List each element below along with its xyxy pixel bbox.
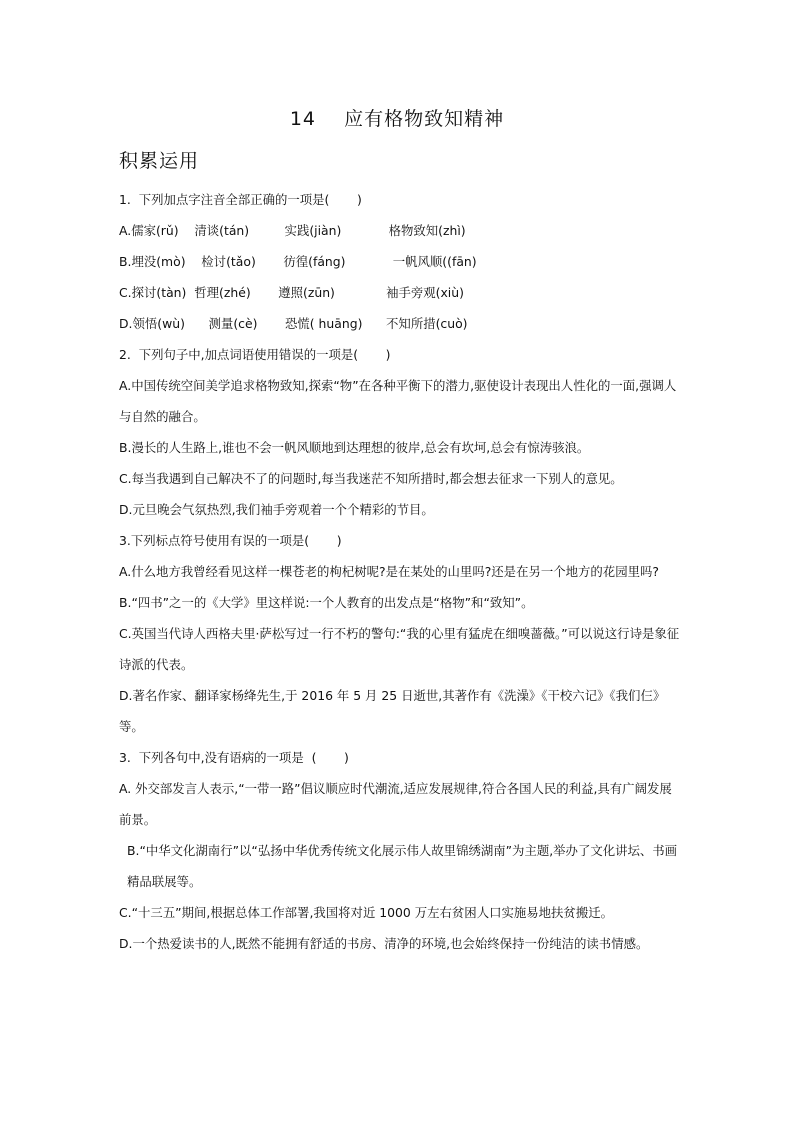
question-stem: 1. 下列加点字注音全部正确的一项是( )	[119, 192, 362, 207]
option-a: A.什么地方我曾经看见这样一棵苍老的枸杞树呢?是在某处的山里吗?还是在另一个地方的花园里吗?	[119, 564, 659, 579]
option-c: C.探讨(tàn) 哲理(zhé) 遵照(zūn) 袖手旁观(xiù)	[119, 285, 464, 300]
option-c: C.“十三五”期间,根据总体工作部署,我国将对近 1000 万左右贫困人口实施易地扶贫搬迁。	[119, 905, 613, 920]
option-a: A. 外交部发言人表示,“一带一路”倡议顺应时代潮流,适应发展规律,符合各国人民的利益,具有广阔发展前景。	[119, 781, 672, 827]
question-2	[119, 339, 684, 525]
option-b: B.埋没(mò) 检讨(tǎo) 彷徨(fáng) 一帆风顺((fān)	[119, 254, 477, 269]
option-c: C.每当我遇到自己解决不了的问题时,每当我迷茫不知所措时,都会想去征求一下别人的意见。	[119, 471, 623, 486]
question-1	[119, 184, 684, 339]
option-d: D.一个热爱读书的人,既然不能拥有舒适的书房、清净的环境,也会始终保持一份纯洁的读书情感。	[119, 936, 649, 951]
question-3	[119, 525, 684, 742]
question-4	[119, 742, 684, 959]
question-stem: 3. 下列各句中,没有语病的一项是 ( )	[119, 750, 349, 765]
option-d: D.著名作家、翻译家杨绛先生,于 2016 年 5 月 25 日逝世,其著作有《洗澡》《干校六记》《我们仨》等。	[119, 688, 666, 734]
page-title: 14 应有格物致知精神	[289, 108, 505, 130]
option-c: C.英国当代诗人西格夫里·萨松写过一行不朽的警句:“我的心里有猛虎在细嗅蔷薇。”可以说这行诗是象征诗派的代表。	[119, 626, 680, 672]
section-heading: 积累运用	[119, 150, 200, 172]
option-b: B.漫长的人生路上,谁也不会一帆风顺地到达理想的彼岸,总会有坎坷,总会有惊涛骇浪。	[119, 440, 590, 455]
option-b: B.“中华文化湖南行”以“弘扬中华优秀传统文化展示伟人故里锦绣湖南”为主题,举办了文化讲坛、书画精品联展等。	[127, 843, 678, 889]
question-stem: 3.下列标点符号使用有误的一项是( )	[119, 533, 342, 548]
option-b: B.“四书”之一的《大学》里这样说:一个人教育的出发点是“格物”和“致知”。	[119, 595, 534, 610]
question-stem: 2. 下列句子中,加点词语使用错误的一项是( )	[119, 347, 391, 362]
option-a: A.儒家(rǔ) 清谈(tán) 实践(jiàn) 格物致知(zhì)	[119, 223, 466, 238]
option-d: D.元旦晚会气氛热烈,我们袖手旁观着一个个精彩的节目。	[119, 502, 434, 517]
option-d: D.领悟(wù) 测量(cè) 恐慌( huāng) 不知所措(cuò)	[119, 316, 468, 331]
question-list	[119, 184, 684, 959]
option-a: A.中国传统空间美学追求格物致知,探索“物”在各种平衡下的潜力,驱使设计表现出人性化的一面,强调人与自然的融合。	[119, 378, 677, 424]
